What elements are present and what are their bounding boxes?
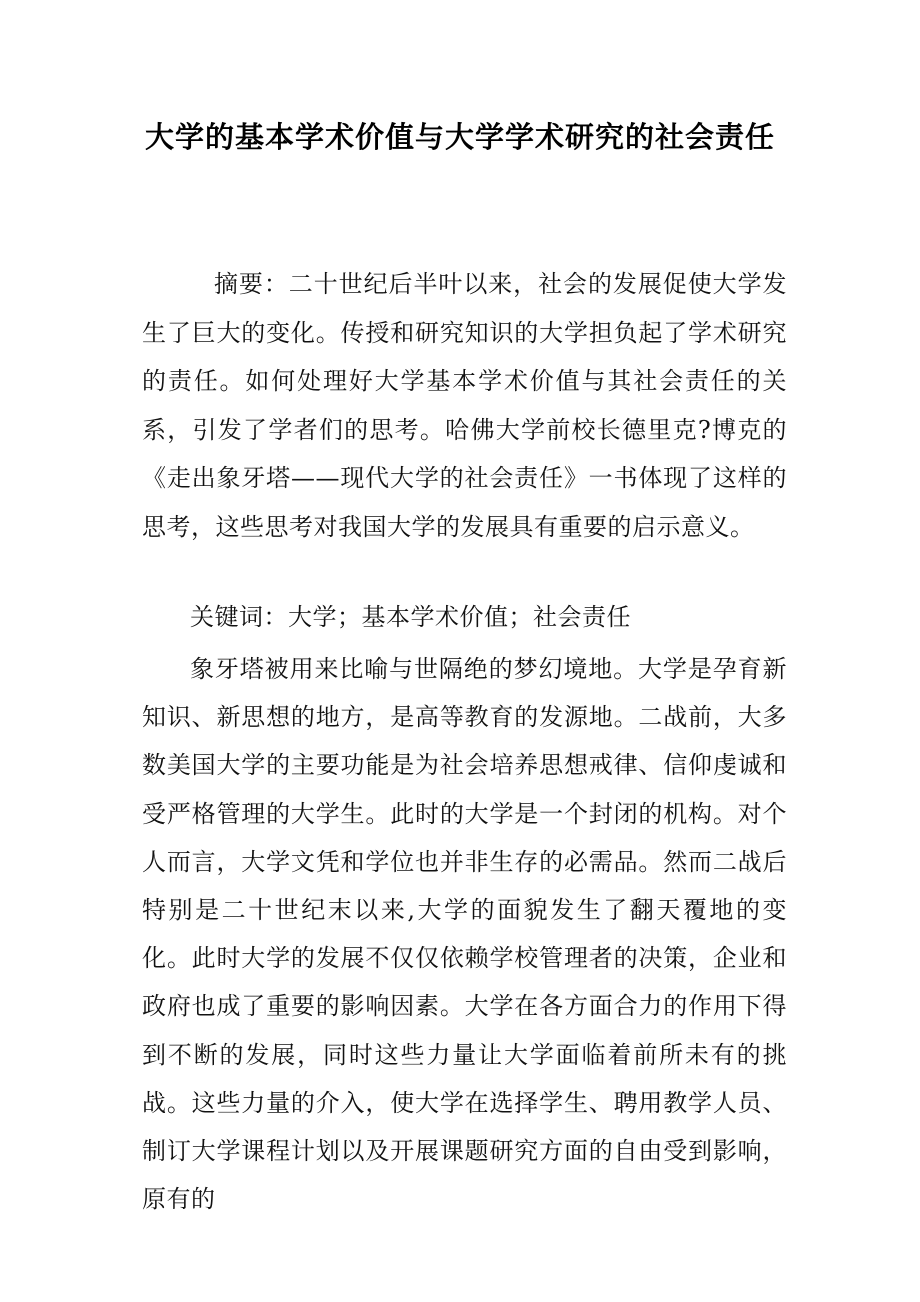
- body-paragraph: 象牙塔被用来比喻与世隔绝的梦幻境地。大学是孕育新知识、新思想的地方，是高等教育的发源地。二战前，大多数美国大学的主要功能是为社会培养思想戒律、信仰虔诚和受严格管理的大学生。此时的大学是一个封闭的机构。对个人而言，大学文凭和学位也并非生存的必需品。然而二战后特别是二十世纪末以来,大学的面貌发生了翻天覆地的变化。此时大学的发展不仅仅依赖学校管理者的决策，企业和政府也成了重要的影响因素。大学在各方面合力的作用下得到不断的发展，同时这些力量让大学面临着前所未有的挑战。这些力量的介入，使大学在选择学生、聘用教学人员、制订大学课程计划以及开展课题研究方面的自由受到影响，原有的: [142, 655, 787, 1214]
- keywords-line: 关键词：大学；基本学术价值；社会责任: [190, 603, 631, 631]
- page-title: 大学的基本学术价值与大学学术研究的社会责任: [144, 120, 775, 154]
- abstract-paragraph: 摘要：二十世纪后半叶以来，社会的发展促使大学发生了巨大的变化。传授和研究知识的大学担负起了学术研究的责任。如何处理好大学基本学术价值与其社会责任的关系，引发了学者们的思考。哈佛大学前校长德里克?博克的《走出象牙塔——现代大学的社会责任》一书体现了这样的思考，这些思考对我国大学的发展具有重要的启示意义。: [142, 270, 787, 541]
